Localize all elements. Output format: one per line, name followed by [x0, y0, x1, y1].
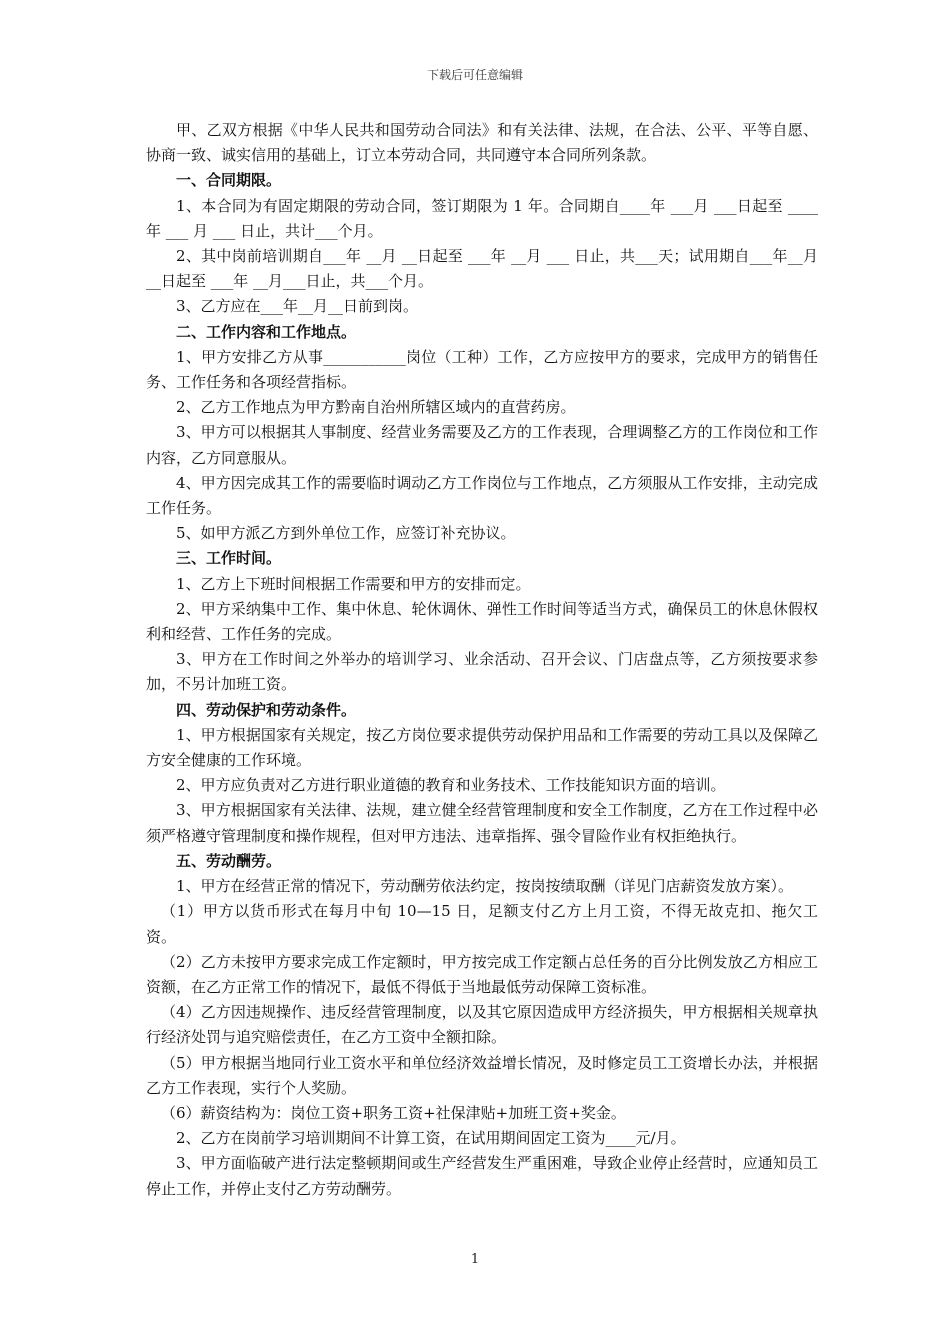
section-heading-work-content: 二、工作内容和工作地点。 [176, 322, 357, 341]
section-heading-labor-protection: 四、劳动保护和劳动条件。 [176, 700, 357, 719]
intro-paragraph: 甲、乙双方根据《中华人民共和国劳动合同法》和有关法律、法规，在合法、公平、平等自愿、协商一致、诚实信用的基础上，订立本劳动合同，共同遵守本合同所列条款。 [146, 121, 818, 165]
clause-paragraph: 3、甲方可以根据其人事制度、经营业务需要及乙方的工作表现，合理调整乙方的工作岗位和工作内容，乙方同意服从。 [146, 423, 818, 467]
contract-body [146, 118, 818, 1202]
sub-clause-paragraph: （1）甲方以货币形式在每月中旬 10—15 日，足额支付乙方上月工资，不得无故克扣、拖欠工资。 [146, 902, 818, 946]
sub-clause-paragraph: （5）甲方根据当地同行业工资水平和单位经济效益增长情况，及时修定员工工资增长办法，并根据乙方工作表现，实行个人奖励。 [146, 1053, 818, 1097]
clause-paragraph: 2、甲方应负责对乙方进行职业道德的教育和业务技术、工作技能知识方面的培训。 [176, 776, 726, 795]
clause-paragraph: 5、如甲方派乙方到外单位工作，应签订补充协议。 [176, 524, 516, 543]
clause-paragraph: 2、甲方采纳集中工作、集中休息、轮休调休、弹性工作时间等适当方式，确保员工的休息休假权利和经营、工作任务的完成。 [146, 599, 818, 644]
clause-paragraph: 3、甲方面临破产进行法定整顿期间或生产经营发生严重困难，导致企业停止经营时，应通知员工停止工作，并停止支付乙方劳动酬劳。 [146, 1154, 818, 1198]
clause-paragraph: 4、甲方因完成其工作的需要临时调动乙方工作岗位与工作地点，乙方须服从工作安排，主动完成工作任务。 [146, 473, 818, 518]
clause-paragraph: 2、乙方在岗前学习培训期间不计算工资，在试用期间固定工资为____元/月。 [176, 1129, 686, 1148]
clause-paragraph: 3、乙方应在___年__月__日前到岗。 [176, 297, 419, 316]
clause-paragraph: 1、甲方在经营正常的情况下，劳动酬劳依法约定，按岗按绩取酬（详见门店薪资发放方案）。 [176, 877, 794, 896]
sub-clause-paragraph: （4）乙方因违规操作、违反经营管理制度，以及其它原因造成甲方经济损失，甲方根据相关规章执行经济处罚与追究赔偿责任，在乙方工资中全额扣除。 [146, 1003, 818, 1047]
section-heading-remuneration: 五、劳动酬劳。 [176, 851, 282, 870]
section-heading-term: 一、合同期限。 [176, 171, 282, 190]
clause-paragraph: 2、其中岗前培训期自___年 __月 __日起至 ___年 __月 ___ 日止，共___天；试用期自___年__月__日起至 ___年 __月___日止，共___个月。 [146, 247, 818, 291]
sub-clause-paragraph: （6）薪资结构为：岗位工资+职务工资+社保津贴+加班工资+奖金。 [161, 1103, 626, 1122]
page-number: 1 [470, 1252, 480, 1267]
header-note: 下载后可任意编辑 [426, 68, 523, 82]
clause-paragraph: 3、甲方在工作时间之外举办的培训学习、业余活动、召开会议、门店盘点等，乙方须按要求参加，不另计加班工资。 [146, 650, 818, 694]
clause-paragraph: 1、本合同为有固定期限的劳动合同，签订期限为 1 年。合同期自____年 ___月 ___日起至 ____ 年 ___ 月 ___ 日止，共计___个月。 [146, 196, 818, 240]
clause-paragraph: 1、甲方安排乙方从事___________岗位（工种）工作，乙方应按甲方的要求，完成甲方的销售任务、工作任务和各项经营指标。 [146, 347, 818, 392]
clause-paragraph: 1、甲方根据国家有关规定，按乙方岗位要求提供劳动保护用品和工作需要的劳动工具以及保障乙方安全健康的工作环境。 [146, 725, 818, 770]
clause-paragraph: 1、乙方上下班时间根据工作需要和甲方的安排而定。 [176, 574, 531, 593]
clause-paragraph: 2、乙方工作地点为甲方黔南自治州所辖区域内的直营药房。 [176, 398, 576, 417]
clause-paragraph: 3、甲方根据国家有关法律、法规，建立健全经营管理制度和安全工作制度，乙方在工作过程中必须严格遵守管理制度和操作规程，但对甲方违法、违章指挥、强令冒险作业有权拒绝执行。 [146, 801, 818, 845]
section-heading-work-time: 三、工作时间。 [176, 549, 282, 568]
sub-clause-paragraph: （2）乙方未按甲方要求完成工作定额时，甲方按完成工作定额占总任务的百分比例发放乙方相应工资额，在乙方正常工作的情况下，最低不得低于当地最低劳动保障工资标准。 [146, 952, 818, 996]
